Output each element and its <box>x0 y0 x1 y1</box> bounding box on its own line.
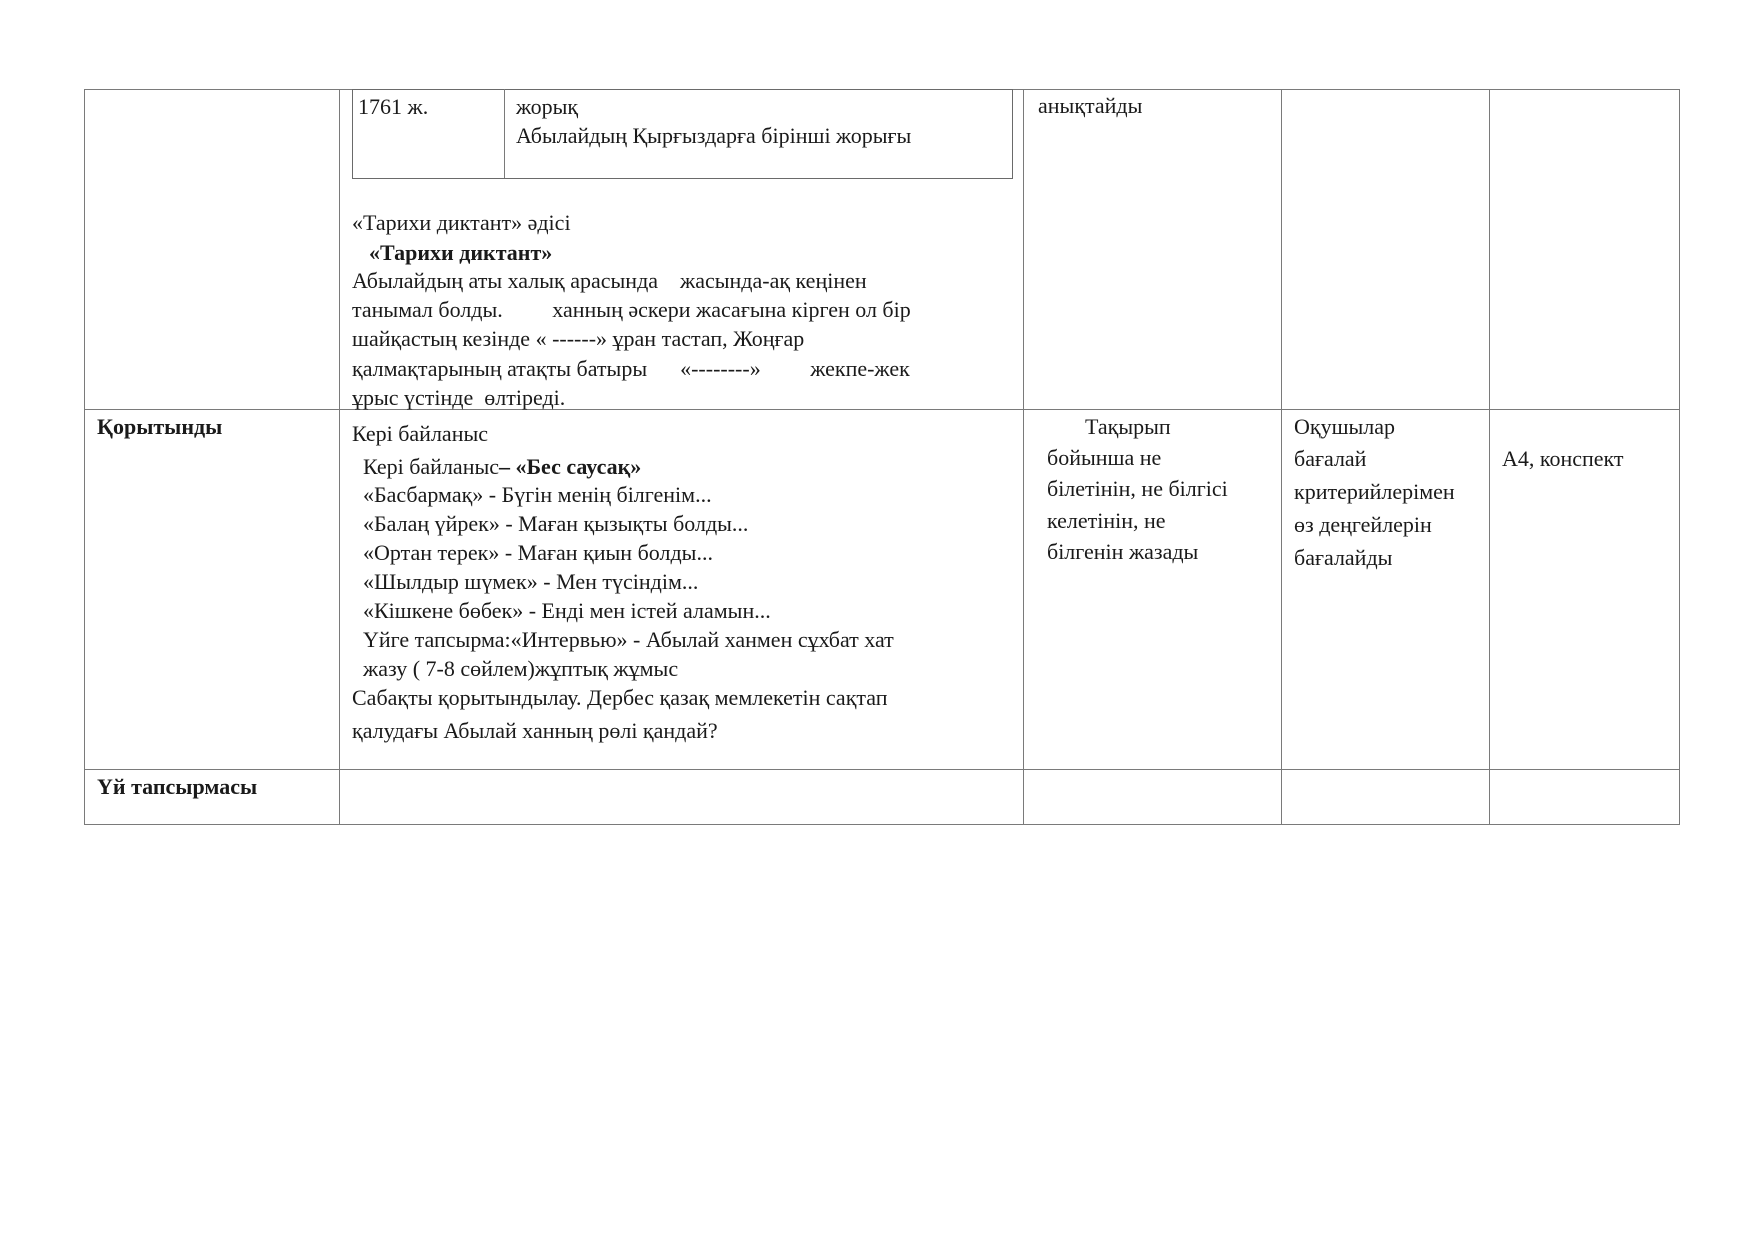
dictation-line: ұрыс үстінде өлтіреді. <box>352 385 566 410</box>
resources-text: А4, конспект <box>1502 446 1624 471</box>
student-activity-line: білетінін, не білгісі <box>1047 476 1228 501</box>
list-item: «Кішкене бөбек» - Енді мен істей аламын... <box>363 598 771 623</box>
assessment-line: бағалайды <box>1294 545 1393 570</box>
stage-homework: Үй тапсырмасы <box>97 774 258 799</box>
five-fingers-prefix: Кері байланыс <box>363 454 500 479</box>
column-line-2 <box>339 89 340 825</box>
list-item: «Шылдыр шүмек» - Мен түсіндім... <box>363 569 699 594</box>
chronology-event-line2: Абылайдың Қырғыздарға бірінші жорығы <box>516 123 912 148</box>
column-line-5 <box>1489 89 1490 825</box>
summary-line1: Сабақты қорытындылау. Дербес қазақ мемлекетін сақтап <box>352 685 888 710</box>
five-fingers-title: – «Бес саусақ» <box>499 454 642 479</box>
column-line-6 <box>1679 89 1680 825</box>
inner-table-divider <box>504 89 505 178</box>
list-item: «Ортан терек» - Маған қиын болды... <box>363 540 713 565</box>
assessment-line: бағалай <box>1294 446 1367 471</box>
dictation-title: «Тарихи диктант» <box>369 240 553 265</box>
assessment-line: критерийлерімен <box>1294 479 1455 504</box>
list-item: «Басбармақ» - Бүгін менің білгенім... <box>363 482 712 507</box>
row-divider-homework <box>84 769 1680 770</box>
dictation-line: Абылайдың аты халық арасында жасында-ақ кеңінен <box>352 268 867 293</box>
student-activity-line: бойынша не <box>1047 445 1162 470</box>
five-fingers-heading <box>363 452 641 481</box>
row-divider-conclusion <box>84 409 1680 410</box>
assessment-line: өз деңгейлерін <box>1294 512 1432 537</box>
method-label: «Тарихи диктант» әдісі <box>352 210 571 235</box>
assessment-text-top: анықтайды <box>1038 93 1143 118</box>
homework-task-line2: жазу ( 7-8 сөйлем)жұптық жұмыс <box>363 656 679 681</box>
dictation-line: қалмақтарының атақты батыры «--------» жекпе-жек <box>352 356 910 381</box>
dictation-line: танымал болды. ханның әскери жасағына кірген ол бір <box>352 297 911 322</box>
summary-line2: қалудағы Абылай ханның рөлі қандай? <box>352 718 718 743</box>
assessment-line: Оқушылар <box>1294 414 1396 439</box>
student-activity-line: Тақырып <box>1085 414 1171 439</box>
student-activity-line: білгенін жазады <box>1047 539 1199 564</box>
column-line-1 <box>84 89 85 825</box>
stage-conclusion: Қорытынды <box>97 414 223 439</box>
dictation-line: шайқастың кезінде « ------» ұран тастап, Жоңғар <box>352 326 805 351</box>
chronology-year: 1761 ж. <box>358 94 429 119</box>
chronology-event-line1: жорық <box>516 94 579 119</box>
list-item: «Балаң үйрек» - Маған қызықты болды... <box>363 511 749 536</box>
student-activity-line: келетінін, не <box>1047 508 1166 533</box>
feedback-label: Кері байланыс <box>352 421 489 446</box>
column-line-3 <box>1023 89 1024 825</box>
column-line-4 <box>1281 89 1282 825</box>
table-bottom-border <box>84 824 1680 825</box>
homework-task-line1: Үйге тапсырма:«Интервью» - Абылай ханмен сұхбат хат <box>363 627 894 652</box>
